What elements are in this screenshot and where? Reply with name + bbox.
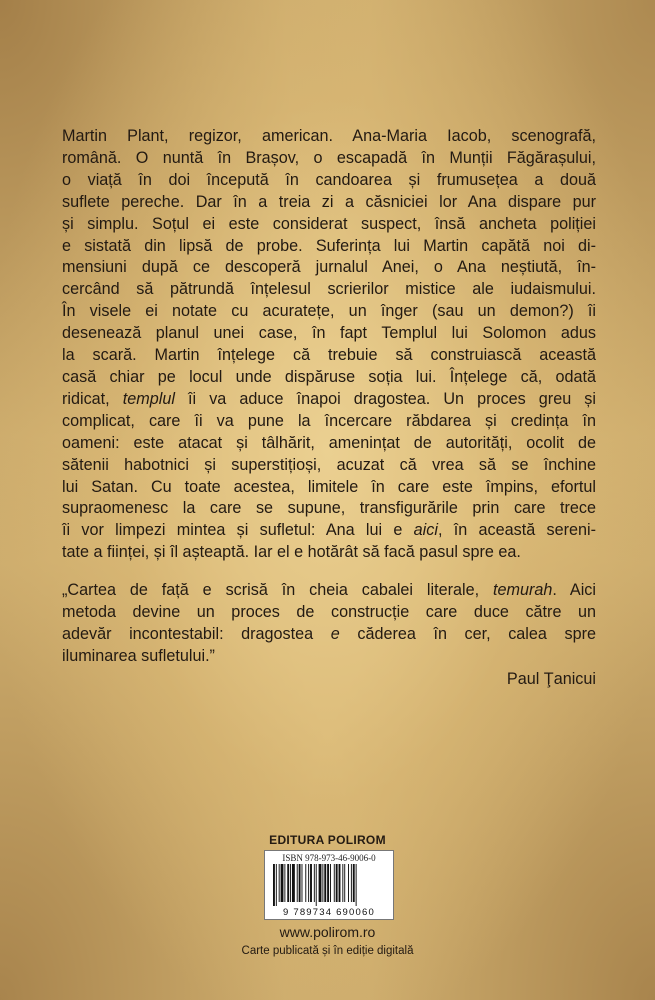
blurb-line: și simplu. Soțul ei este considerat suspect, însă ancheta poliției: [62, 214, 596, 233]
blurb-line: casă chiar pe locul unde dispăruse soția lui. Înțelege că, odată: [62, 367, 596, 386]
blurb-line: suflete pereche. Dar în a treia zi a căsniciei lor Ana dispare pur: [62, 192, 596, 211]
barcode-bar: [287, 864, 289, 902]
text-block: [62, 126, 596, 689]
quote-line: iluminarea sufletului.”: [62, 646, 215, 665]
blurb-line: sătenii habotnici și superstițioși, acuzat că vrea să se închine: [62, 455, 596, 474]
quote-line: adevăr incontestabil: dragostea e căderea în cer, calea spre: [62, 624, 596, 643]
blurb-line: o viață în doi începută în candoarea și frumusețea a două: [62, 170, 596, 189]
publisher-name: EDITURA POLIROM: [269, 833, 386, 847]
barcode-bar: [356, 864, 357, 906]
barcode-bar: [342, 864, 343, 902]
quote-author: Paul Ţanicui: [506, 669, 596, 688]
publisher-website: www.polirom.ro: [279, 924, 376, 940]
blurb-line: îi vor limpezi mintea și sufletul: Ana lui e aici, în această sereni-: [62, 521, 596, 540]
barcode-bar: [334, 864, 335, 902]
quote-line: metoda devine un proces de construcție care duce către un: [62, 603, 596, 622]
barcode-bar: [330, 864, 331, 902]
barcode-bar: [305, 864, 306, 902]
blurb-line: ridicat, templul îi va aduce înapoi dragostea. Un proces greu și: [62, 389, 596, 408]
blurb-paragraph: [62, 126, 596, 564]
barcode-bar: [351, 864, 352, 902]
quote-paragraph: [62, 580, 596, 668]
blurb-line: cercând să pătrundă înțelesul scrierilor mistice ale iudaismului.: [62, 280, 596, 299]
barcode-bar: [284, 864, 285, 902]
barcode-bar: [344, 864, 345, 902]
barcode-bar: [319, 864, 322, 902]
blurb-line: e sistată din lipsă de probe. Suferința lui Martin capătă noi di-: [62, 236, 596, 255]
italic-word: templul: [122, 389, 175, 408]
blurb-line: la scară. Martin înțelege că trebuie să construiască această: [62, 346, 596, 365]
blurb-line: supraomenesc la care se supune, transfigurările prin care trece: [62, 499, 596, 518]
italic-word: e: [330, 624, 340, 643]
blurb-line: română. O nuntă în Brașov, o escapadă în Munții Făgărașului,: [62, 148, 596, 167]
blurb-line: oameni: este atacat și tâlhărit, amenințat de autorități, ocolit de: [62, 433, 596, 452]
barcode-bar: [316, 864, 317, 906]
barcode-bar: [336, 864, 338, 902]
barcode-bar: [302, 864, 303, 902]
barcode-bar: [322, 864, 323, 902]
barcode-bar: [290, 864, 291, 902]
barcode-digits: 9 789734 690060: [283, 907, 375, 918]
blurb-line: În visele ei notate cu acuratețe, un înger (sau un demon?) îi: [62, 302, 596, 321]
quote-line: „Cartea de față e scrisă în cheia cabalei literale, temurah. Aici: [62, 581, 596, 600]
barcode-bar: [310, 864, 312, 902]
blurb-line: complicat, care îi va pune la încercare răbdarea și credința în: [62, 411, 596, 430]
barcode-icon: [273, 864, 385, 906]
barcode-bar: [299, 864, 301, 902]
barcode-bar: [314, 864, 315, 902]
barcode-bar: [276, 864, 277, 906]
digital-edition-note: Carte publicată și în ediție digitală: [241, 945, 414, 957]
isbn-barcode-box: [264, 850, 394, 920]
blurb-line: mensiuni după ce descoperă jurnalul Anei, o Ana neștiută, în-: [62, 258, 596, 277]
barcode-bar: [308, 864, 309, 902]
barcode-bar: [324, 864, 326, 902]
barcode-bar: [339, 864, 341, 902]
barcode-bar: [273, 864, 275, 906]
barcode-bar: [281, 864, 284, 902]
italic-word: aici: [413, 521, 438, 540]
blurb-line: desenează planul unei case, în fapt Templul lui Solomon adus: [62, 324, 596, 343]
barcode-bar: [292, 864, 295, 902]
blurb-line: Martin Plant, regizor, american. Ana-Maria Iacob, scenografă,: [62, 127, 596, 145]
barcode-bar: [327, 864, 329, 902]
barcode-bar: [348, 864, 349, 902]
italic-word: temurah: [493, 581, 553, 600]
barcode-bar: [353, 864, 355, 902]
barcode-bar: [279, 864, 280, 902]
blurb-line: lui Satan. Cu toate acestea, limitele în care este împins, efortul: [62, 477, 596, 496]
isbn-label: ISBN 978-973-46-9006-0: [282, 853, 376, 863]
barcode-bar: [297, 864, 298, 902]
blurb-line: tate a ființei, și îl așteaptă. Iar el e hotărât să facă pasul spre ea.: [62, 543, 521, 562]
